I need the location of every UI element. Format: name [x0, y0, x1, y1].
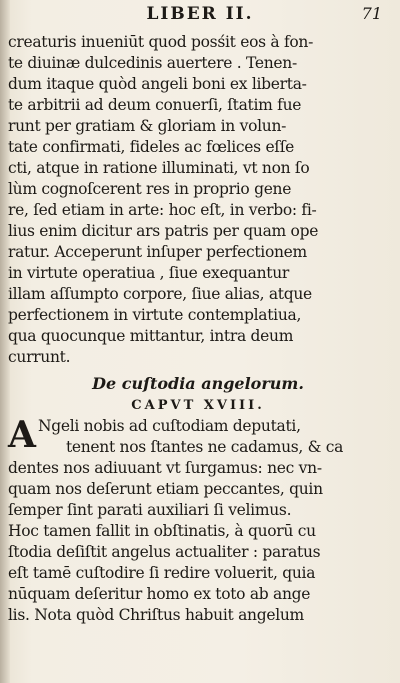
text-line: lùm cognoſcerent res in proprio gene: [8, 180, 292, 198]
text-line: quam nos deſerunt etiam peccantes, quin: [8, 480, 323, 498]
text-line: currunt.: [8, 348, 71, 366]
text-line: runt per gratiam & gloriam in volun-: [8, 117, 287, 135]
paragraph-2: [8, 416, 388, 626]
text-line: ratur. Acceperunt inſuper perfectionem: [8, 243, 307, 261]
text-line: ſtodia deſiſtit angelus actualiter : paratus: [8, 543, 321, 561]
text-line: lis. Nota quòd Chriſtus habuit angelum: [8, 606, 304, 624]
text-line: qua quocunque mittantur, intra deum: [8, 327, 294, 345]
text-line: re, ſed etiam in arte: hoc eſt, in verbo: fi-: [8, 201, 317, 219]
text-line: illam aſſumpto corpore, ſiue alias, atque: [8, 285, 312, 303]
text-line: dum itaque quòd angeli boni ex liberta-: [8, 75, 307, 93]
text-line: eſt tamē cuſtodire ſi redire voluerit, quia: [8, 564, 316, 582]
text-line: dentes nos adiuuant vt ſurgamus: nec vn-: [8, 459, 322, 477]
section-title: De cuſtodia angelorum.: [92, 374, 304, 393]
text-line: ſemper ſint parati auxiliari ſi velimus.: [8, 501, 292, 519]
text-line: te diuinæ dulcedinis auertere . Tenen-: [8, 54, 297, 72]
running-head: LIBER II.: [146, 4, 254, 24]
page-number: 71: [361, 4, 382, 23]
text-line: Hoc tamen fallit in obſtinatis, à quorū cu: [8, 522, 316, 540]
paragraph-1: [8, 32, 388, 368]
page-body: [8, 32, 388, 626]
chapter-heading: CAPVT XVIII.: [131, 398, 265, 413]
text-line: cti, atque in ratione illuminati, vt non ſo: [8, 159, 310, 177]
page-header: [0, 4, 400, 26]
text-line: tenent nos ſtantes ne cadamus, & ca: [65, 438, 344, 456]
text-line: nūquam deſeritur homo ex toto ab ange: [8, 585, 311, 603]
drop-cap: A: [8, 414, 36, 456]
text-line: creaturis inueniūt quod posśit eos à fon-: [8, 33, 314, 51]
text-line: in virtute operatiua , ſiue exequantur: [8, 264, 290, 282]
text-line: tate confirmati, fideles ac fœlices eſſe: [8, 138, 295, 156]
text-line: Ngeli nobis ad cuſtodiam deputati,: [37, 417, 301, 435]
text-line: te arbitrii ad deum conuerſi, ſtatim fue: [8, 96, 302, 114]
text-line: lius enim dicitur ars patris per quam ope: [8, 222, 319, 240]
text-line: perfectionem in virtute contemplatiua,: [8, 306, 302, 324]
